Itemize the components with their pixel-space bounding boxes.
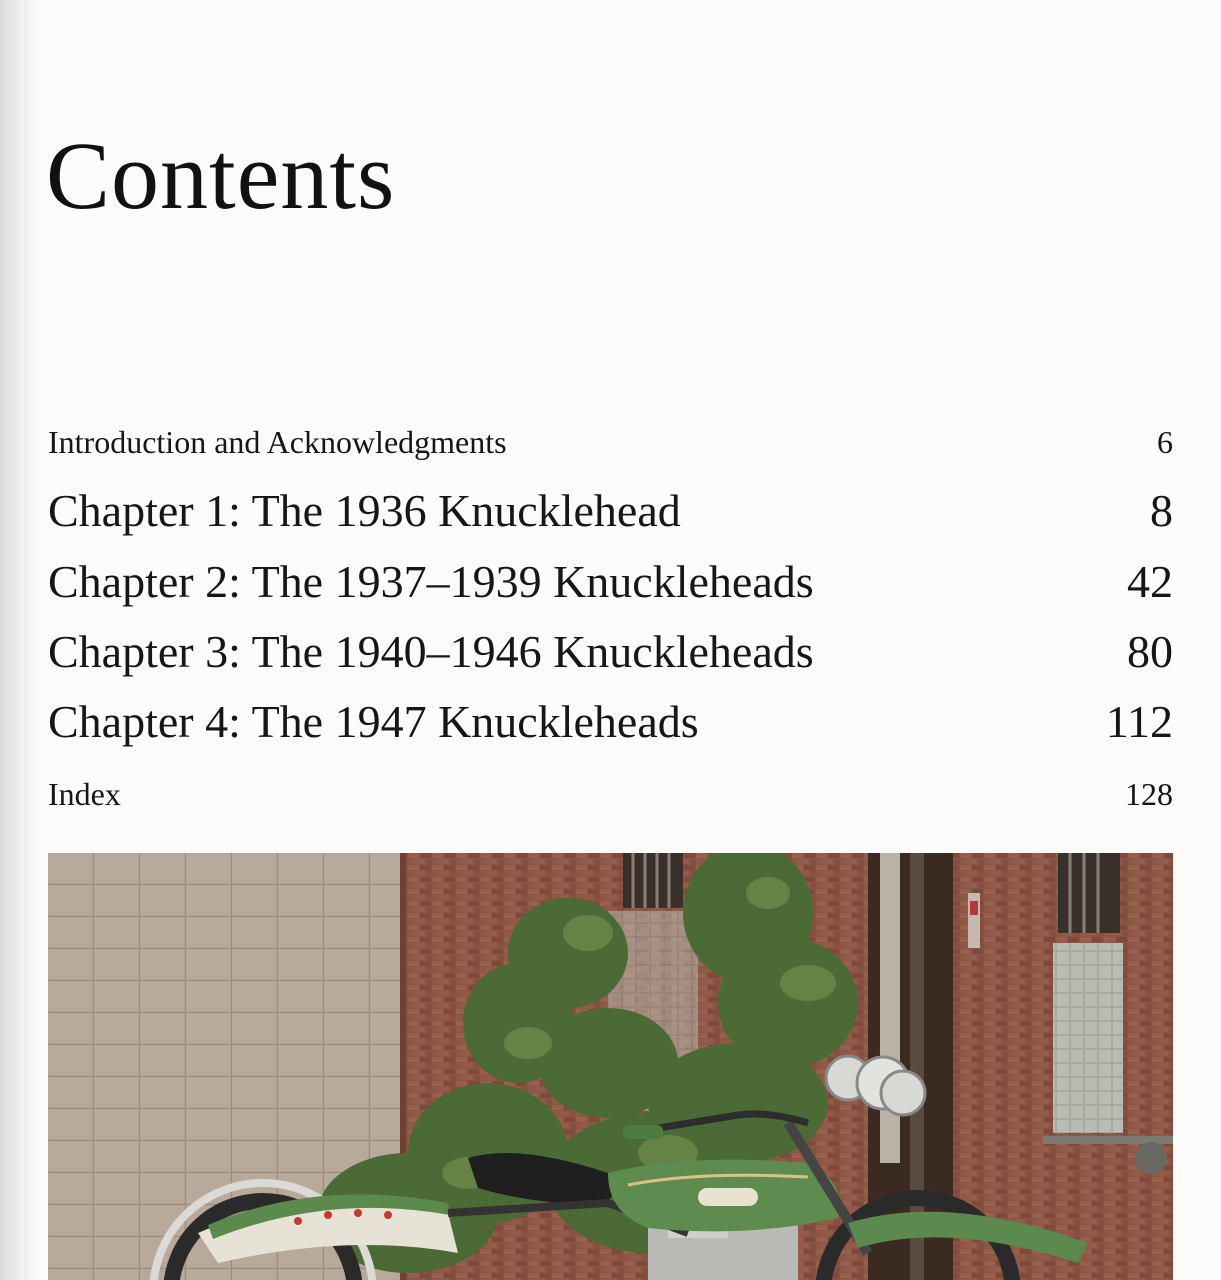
toc-entry-chapter-1[interactable]	[48, 484, 1173, 537]
toc-entry-label: Introduction and Acknowledgments	[48, 424, 507, 460]
toc-entry-label: Chapter 2: The 1937–1939 Knuckleheads	[48, 556, 814, 607]
toc-entry-chapter-2[interactable]	[48, 555, 1173, 608]
motorcycle-photo-illustration	[48, 853, 1173, 1280]
toc-entry-page: 8	[1150, 485, 1173, 536]
toc-entry-introduction[interactable]	[48, 424, 1173, 461]
toc-entry-label: Index	[48, 776, 121, 812]
motorcycle-photo	[48, 853, 1173, 1280]
toc-entry-label: Chapter 1: The 1936 Knucklehead	[48, 485, 681, 536]
toc-entry-page: 80	[1127, 626, 1173, 677]
toc-entry-page: 112	[1105, 696, 1173, 747]
toc-entry-page: 42	[1127, 556, 1173, 607]
toc-entry-page: 128	[1125, 776, 1173, 812]
toc-entry-chapter-4[interactable]	[48, 695, 1173, 748]
page-title: Contents	[46, 122, 396, 229]
toc-entry-label: Chapter 3: The 1940–1946 Knuckleheads	[48, 626, 814, 677]
toc-entry-page: 6	[1157, 424, 1173, 460]
toc-entry-label: Chapter 4: The 1947 Knuckleheads	[48, 696, 699, 747]
toc-entry-index[interactable]	[48, 776, 1173, 813]
toc-entry-chapter-3[interactable]	[48, 625, 1173, 678]
book-gutter-shadow	[0, 0, 40, 1280]
